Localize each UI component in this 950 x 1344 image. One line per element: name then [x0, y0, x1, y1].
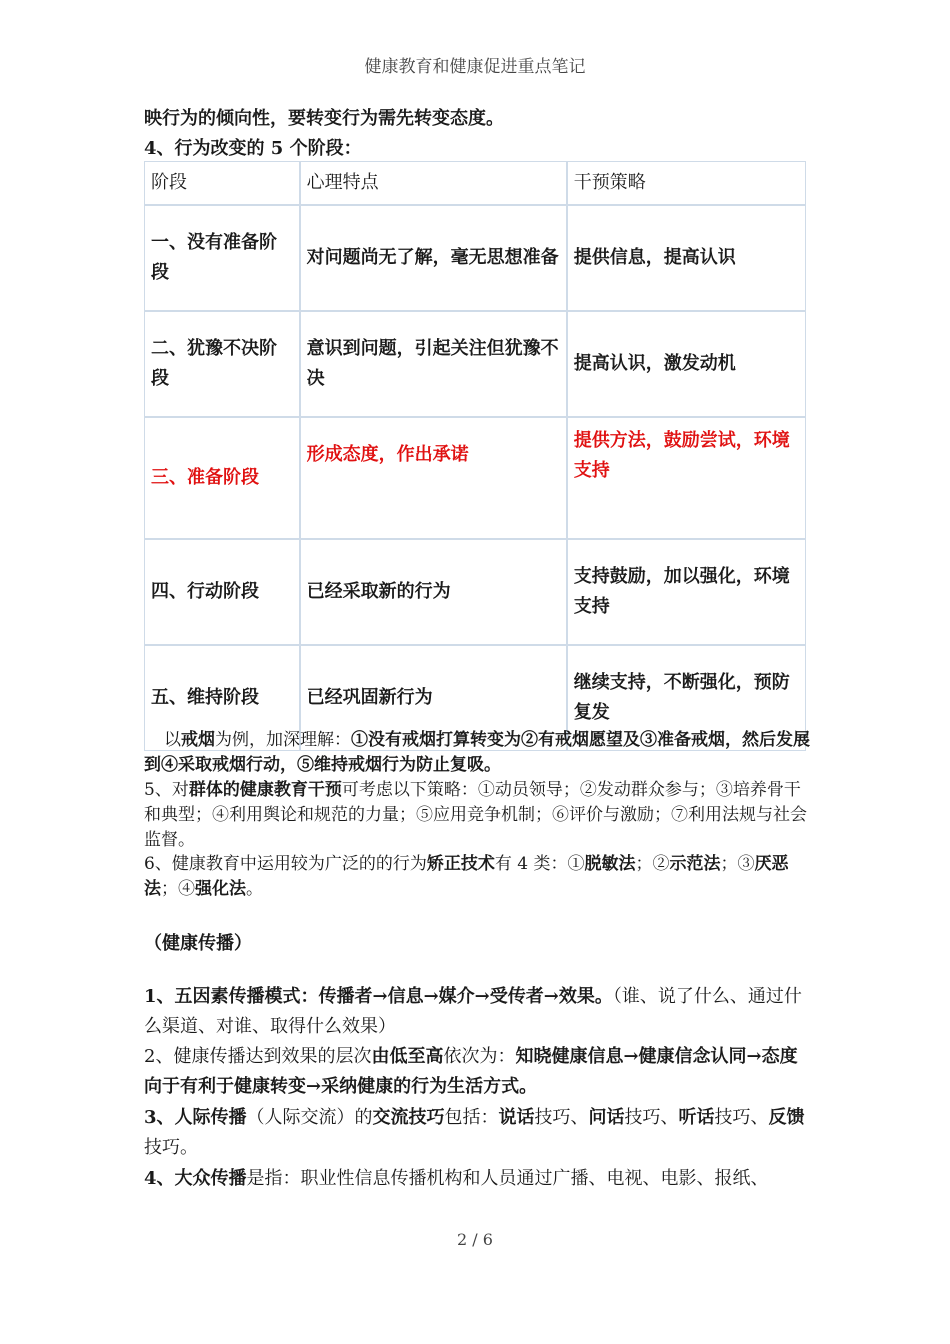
stage-cell: 四、行动阶段	[144, 539, 300, 645]
header-stage: 阶段	[144, 161, 300, 205]
page-header: 健康教育和健康促进重点笔记	[364, 57, 586, 77]
header-strategy: 干预策略	[567, 161, 806, 205]
text-run: 有 4 类：①	[494, 854, 585, 874]
text-run: 是指：职业性信息传播机构和人员通过广播、电视、电影、报纸、	[246, 1168, 769, 1189]
text-run: 2、健康传播达到效果的层次	[144, 1046, 372, 1067]
psych-cell: 已经采取新的行为	[300, 539, 567, 645]
text-run: 技巧、	[624, 1107, 679, 1128]
text-run-bold: 示范法	[669, 854, 721, 874]
psych-cell: 已经巩固新行为	[300, 645, 567, 751]
section-5	[144, 778, 810, 853]
text-run: 技巧、	[534, 1107, 589, 1128]
table-row	[144, 205, 806, 311]
text-run-bold: 听话	[678, 1107, 715, 1128]
text-run-bold: 脱敏法	[584, 854, 636, 874]
strategy-cell: 提供方法，鼓励尝试，环境支持	[567, 417, 806, 539]
text-run: ；③	[720, 854, 755, 874]
psych-cell: 对问题尚无了解，毫无思想准备	[300, 205, 567, 311]
text-run-bold: 戒烟	[181, 730, 215, 750]
text-run: 技巧。	[144, 1137, 198, 1158]
stage-cell: 三、准备阶段	[144, 417, 300, 539]
header-psych: 心理特点	[300, 161, 567, 205]
strategy-cell: 提高认识，激发动机	[567, 311, 806, 417]
comm-item-3	[144, 1103, 810, 1163]
text-run: ；②	[635, 854, 670, 874]
comm-item-1	[144, 982, 810, 1042]
section-6	[144, 852, 810, 902]
text-run-bold: 反馈	[768, 1107, 805, 1128]
text-run: 为例，加深理解：	[215, 730, 351, 750]
text-run: ；④	[161, 879, 195, 899]
table-row	[144, 311, 806, 417]
strategy-cell: 支持鼓励，加以强化，环境支持	[567, 539, 806, 645]
strategy-cell: 提供信息，提高认识	[567, 205, 806, 311]
table-header-row	[144, 161, 806, 205]
behavior-stages-table	[144, 161, 806, 751]
smoking-example	[144, 728, 810, 778]
text-run-bold: 强化法	[195, 879, 246, 899]
text-run-bold: 说话	[498, 1107, 535, 1128]
text-run: 包括：	[444, 1107, 499, 1128]
table-row	[144, 539, 806, 645]
health-communication-heading: （健康传播）	[144, 933, 252, 954]
comm-item-4	[144, 1164, 810, 1194]
stage-cell: 一、没有准备阶段	[144, 205, 300, 311]
text-run-bold: 知晓健康信息→健康信念认同→态度向于有利于健康转变→采纳健康的行为生活方式。	[144, 1046, 798, 1097]
psych-cell: 形成态度，作出承诺	[300, 417, 567, 539]
text-run: 5、对	[144, 780, 189, 800]
text-run-bold: 矫正技术	[426, 854, 495, 874]
text-run-bold: 厌恶法	[144, 854, 789, 899]
comm-item-2	[144, 1042, 810, 1102]
text-run-bold: 群体的健康教育干预	[188, 780, 342, 800]
text-run-bold: 由低至高	[371, 1046, 444, 1067]
text-run-bold: 4、大众传播	[144, 1168, 247, 1189]
text-run: （谁、说了什么、通过什么渠道、对谁、取得什么效果）	[144, 986, 802, 1037]
strategy-cell: 继续支持，不断强化，预防复发	[567, 645, 806, 751]
text-run-bold: 1、五因素传播模式：传播者→信息→媒介→受传者→效果。	[144, 986, 613, 1007]
text-run: 。	[246, 879, 263, 899]
text-run: 可考虑以下策略：①动员领导；②发动群众参与；③培养骨干和典型；④利用舆论和规范的力量；⑤应用竞争机制；⑥评价与激励；⑦利用法规与社会监督。	[144, 780, 807, 850]
text-run: 技巧、	[714, 1107, 769, 1128]
text-run-bold: ①没有戒烟打算转变为②有戒烟愿望及③准备戒烟，然后发展到④采取戒烟行动，⑤维持戒烟行为防止复吸。	[144, 730, 810, 775]
text-run-bold: 交流技巧	[372, 1107, 445, 1128]
text-run-bold: 3、人际传播	[144, 1107, 247, 1128]
page-number: 2 / 6	[457, 1230, 493, 1249]
stage-cell: 五、维持阶段	[144, 645, 300, 751]
text-run-bold: 问话	[588, 1107, 625, 1128]
table-row-highlighted	[144, 417, 806, 539]
intro-line: 映行为的倾向性，要转变行为需先转变态度。	[144, 108, 504, 129]
text-run: 6、健康教育中运用较为广泛的的行为	[144, 854, 427, 874]
stage-cell: 二、犹豫不决阶段	[144, 311, 300, 417]
section-4-title: 4、行为改变的 5 个阶段：	[144, 138, 362, 159]
text-run: 以	[164, 730, 181, 750]
text-run: （人际交流）的	[246, 1107, 373, 1128]
text-run: 依次为：	[443, 1046, 516, 1067]
psych-cell: 意识到问题，引起关注但犹豫不决	[300, 311, 567, 417]
